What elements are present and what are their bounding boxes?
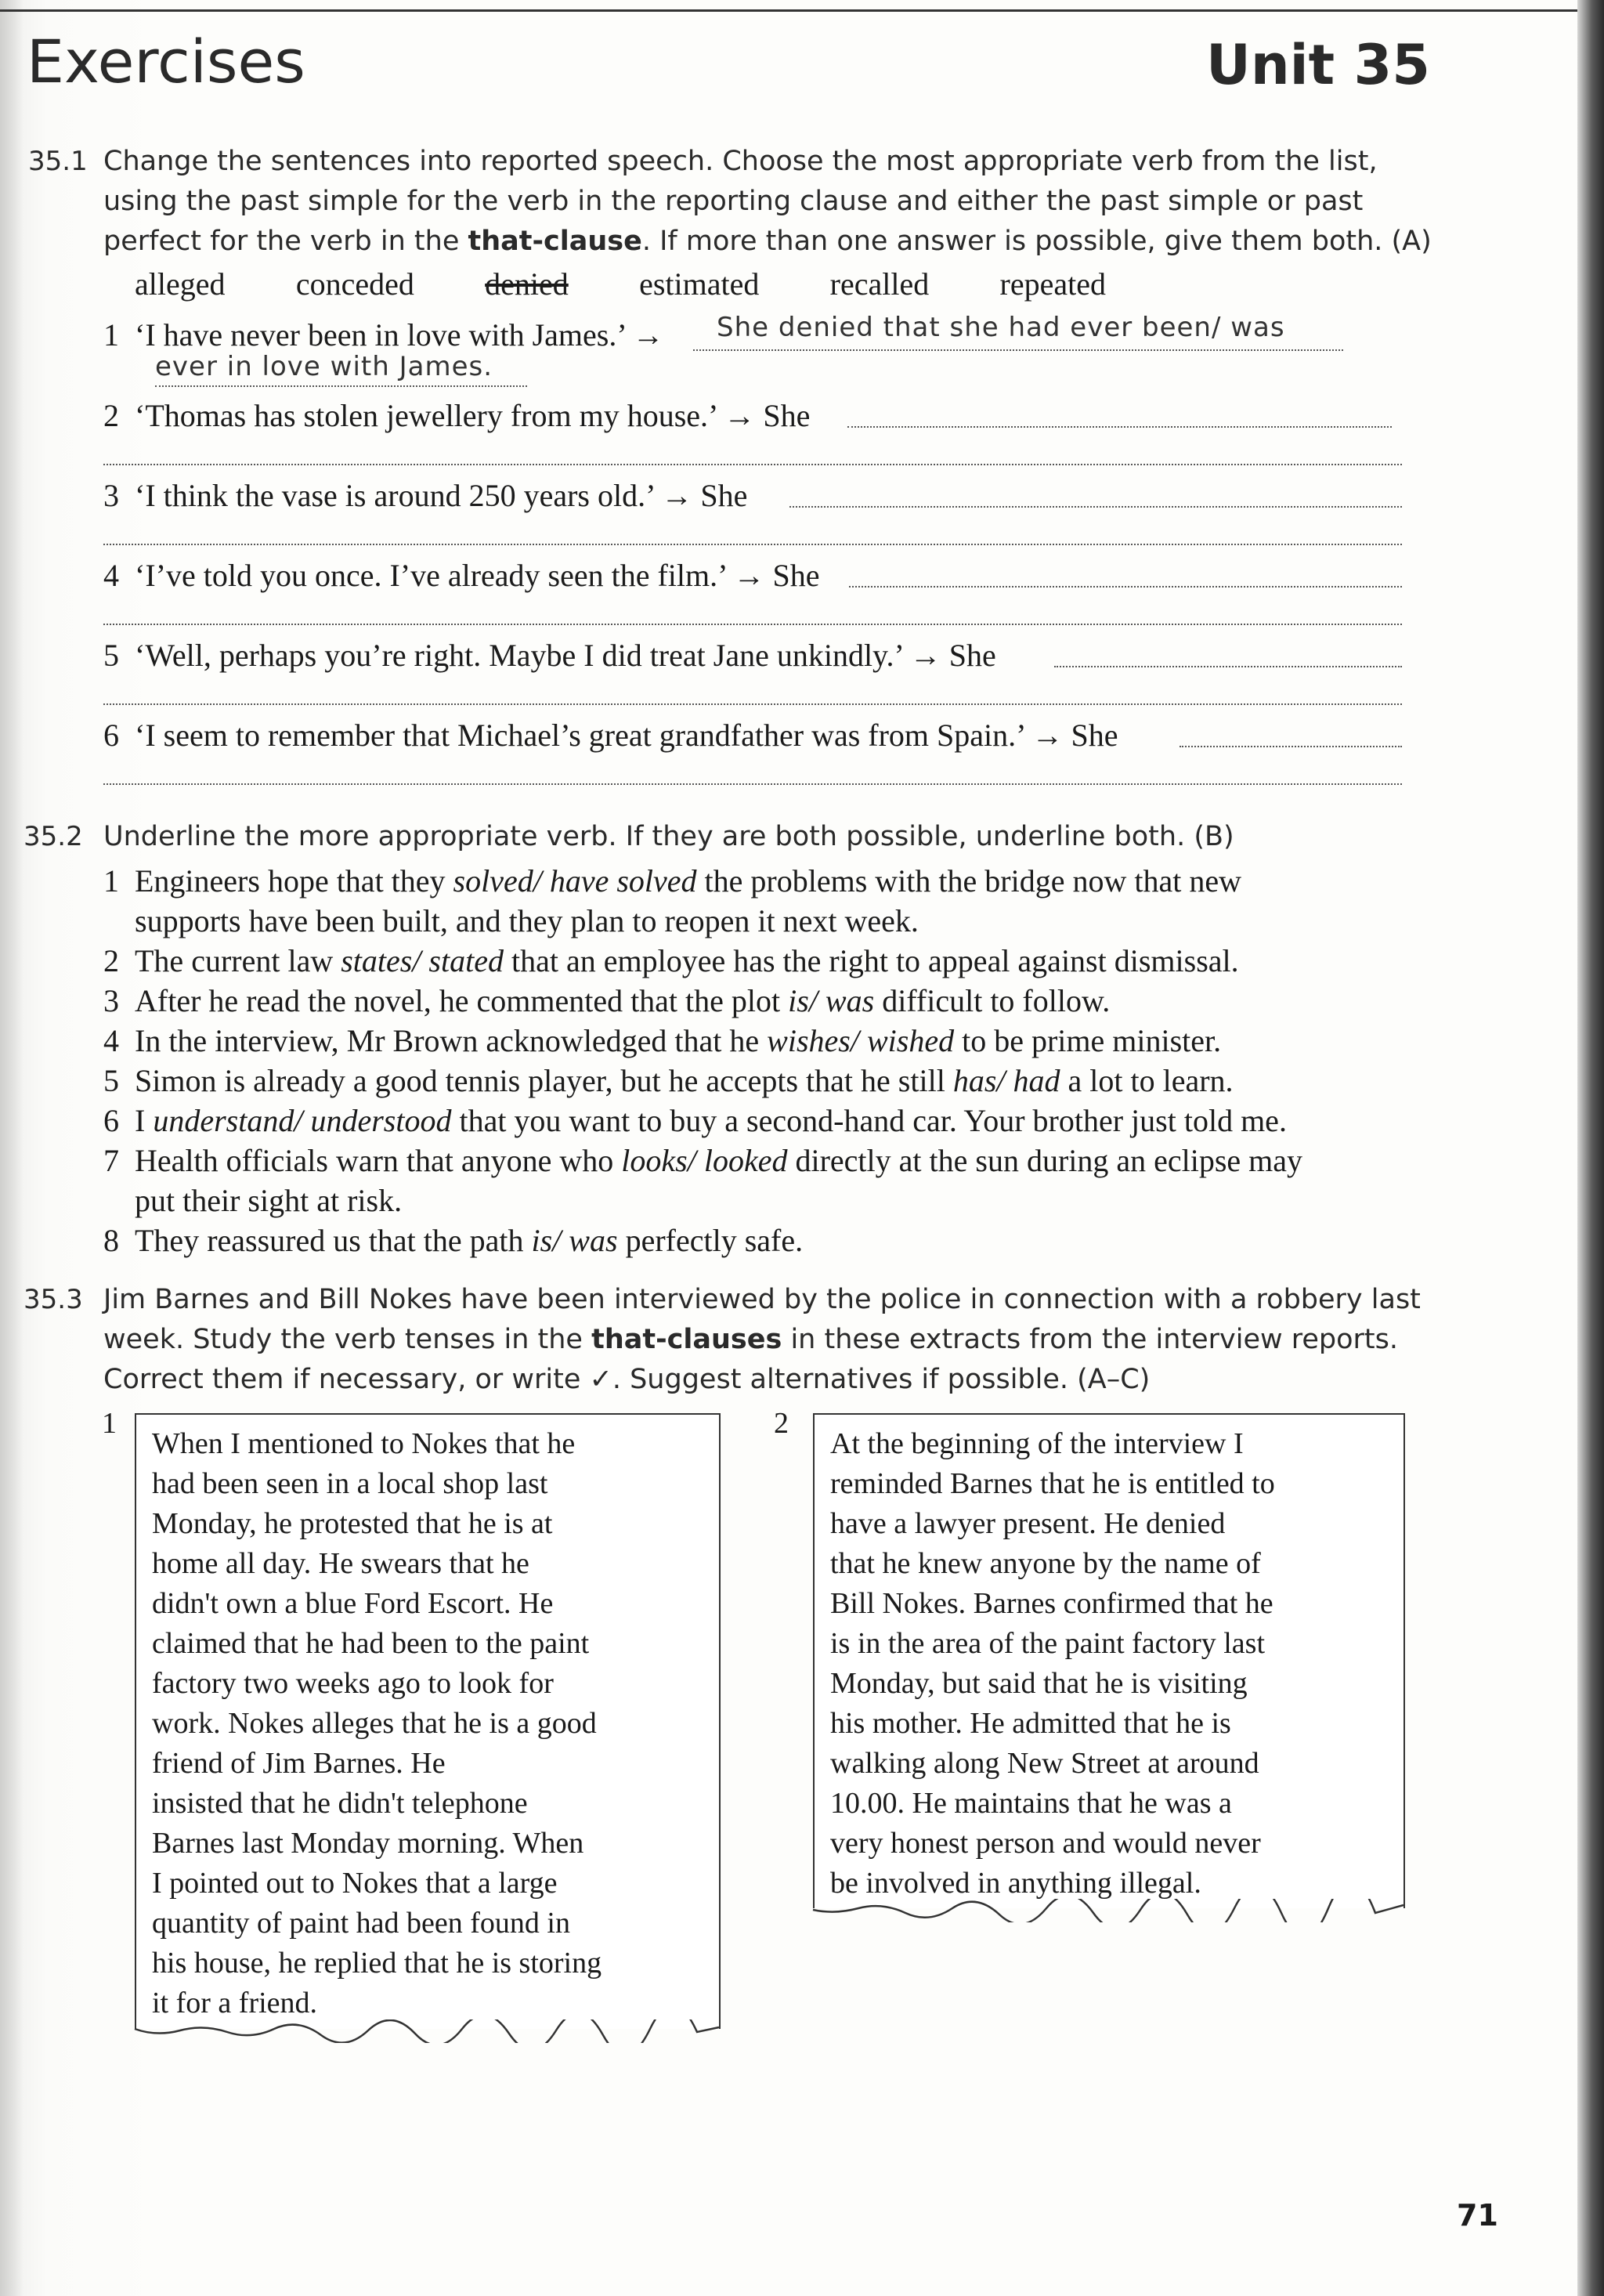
interview-extract-box: [813, 1413, 1405, 1908]
interview-extract-box: [135, 1413, 721, 2029]
instruction-line: Jim Barnes and Bill Nokes have been interviewed by the police in connection with a robbery last: [103, 1284, 1421, 1315]
exercise-number: 35.3: [23, 1284, 83, 1315]
instruction-line: week. Study the verb tenses in the that-clauses in these extracts from the interview reports.: [103, 1324, 1399, 1355]
verb: conceded: [295, 266, 414, 302]
verb-choice[interactable]: understand/ understood: [153, 1103, 452, 1138]
answer-line[interactable]: [103, 462, 1402, 465]
exercise-item: 1 ‘I have never been in love with James.’ →: [103, 317, 664, 353]
torn-edge: [133, 2019, 721, 2043]
handwritten-answer: She denied that she had ever been/ was: [717, 312, 1285, 343]
verb: estimated: [639, 266, 760, 302]
torn-edge: [811, 1899, 1405, 1922]
book-spine: [1577, 0, 1604, 2296]
handwritten-answer: ever in love with James.: [155, 351, 493, 382]
verb-list: [135, 266, 1106, 302]
exercise-number: 35.2: [23, 821, 83, 852]
answer-line[interactable]: [1054, 664, 1402, 667]
verb: repeated: [999, 266, 1106, 302]
box-number: 1: [102, 1407, 117, 1440]
verb-choice[interactable]: is/ was: [788, 983, 875, 1018]
answer-line[interactable]: [789, 504, 1402, 508]
answer-line[interactable]: [155, 384, 527, 387]
answer-line[interactable]: [693, 348, 1343, 351]
instruction-line: Correct them if necessary, or write ✓. Suggest alternatives if possible. (A–C): [103, 1364, 1151, 1395]
instruction-line: Change the sentences into reported speech. Choose the most appropriate verb from the list,: [103, 146, 1378, 177]
instruction-line: perfect for the verb in the that-clause. If more than one answer is possible, give them both. (A): [103, 226, 1432, 257]
instruction-line: using the past simple for the verb in the reporting clause and either the past simple or past: [103, 186, 1364, 217]
exercise-item: 2 ‘Thomas has stolen jewellery from my house.’ → She: [103, 398, 811, 433]
exercise-item: 5 ‘Well, perhaps you’re right. Maybe I did treat Jane unkindly.’ → She: [103, 638, 996, 673]
verb-used: denied: [485, 266, 569, 302]
verb-choice[interactable]: states/ stated: [341, 943, 504, 978]
exercise-number: 35.1: [28, 146, 88, 177]
verb: alleged: [135, 266, 226, 302]
unit-title: Unit 35: [1206, 33, 1430, 97]
page-number: 71: [1457, 2198, 1498, 2233]
verb-choice[interactable]: has/ had: [952, 1063, 1060, 1098]
answer-line[interactable]: [103, 542, 1402, 545]
answer-line[interactable]: [847, 425, 1392, 428]
page-shadow: [0, 0, 23, 2296]
answer-line[interactable]: [103, 622, 1402, 625]
verb-choice[interactable]: is/ was: [531, 1223, 618, 1258]
interview-extract-text: At the beginning of the interview I reminded Barnes that he is entitled to have a lawyer present. He denied that he knew anyone by the name of Bill Nokes. Barnes confirmed that he is in the area of the paint factory last Monday, but said that he is visiting his mother. He admitted that he is walking along New Street at around 10.00. He maintains that he was a very honest person and would never be involved in anything illegal.: [830, 1427, 1275, 1900]
answer-line[interactable]: [1180, 744, 1402, 747]
verb-choice[interactable]: wishes/ wished: [767, 1023, 955, 1058]
interview-extract-text: When I mentioned to Nokes that he had been seen in a local shop last Monday, he protested that he is at home all day. He swears that he didn't own a blue Ford Escort. He claimed that he had been to the paint factory two weeks ago to look for work. Nokes alleges that he is a good friend of Jim Barnes. He insisted that he didn't telephone Barnes last Monday morning. When I pointed out to Nokes that a large quantity of paint had been found in his house, he replied that he is storing it for a friend.: [152, 1427, 602, 2019]
exercise-item: 6 ‘I seem to remember that Michael’s great grandfather was from Spain.’ → She: [103, 718, 1118, 753]
answer-line[interactable]: [103, 782, 1402, 785]
exercise-item: 4 ‘I’ve told you once. I’ve already seen the film.’ → She: [103, 558, 820, 593]
verb: recalled: [829, 266, 930, 302]
exercise-item: 3 ‘I think the vase is around 250 years old.’ → She: [103, 478, 748, 513]
box-number: 2: [774, 1407, 789, 1440]
answer-line[interactable]: [103, 702, 1402, 705]
page-title: Exercises: [27, 27, 305, 96]
top-rule: [0, 9, 1578, 12]
verb-choice[interactable]: looks/ looked: [621, 1143, 788, 1178]
workbook-page: Exercises Unit 35 35.1 Change the sentences into reported speech. Choose the most appropriate verb from the list, using the past simple for the verb in the reporting clause and either the past simple or past perfect for the verb in the that-clause. If more than one answer is possible, give them both. (A) alleged conceded denied estimated recalled repeated 1 ‘I have never been in love with James.’ → She denied that she had ever been/ was ever in love with James. 2 ‘Thomas has stolen jewellery from my house.’ → She 3 ‘I think the vase is around 250 years old.’ → She 4 ‘I’ve told you once. I’ve already seen the film.’ → She 5 ‘Well, perhaps you’re right. Maybe I did treat Jane unkindly.’ → She 6 ‘I seem to remember that Michael’s great grandfather was from Spain.’ → She 35.2 Underline the more appropriate verb. If they are both possible, underline both. (B) 1 Engineers hope that they solved/ have solved the problems with the bridge now that new supports have been built, and they plan to reopen it next week. 2 The current law states/ stated that an employee has the right to appeal against dismissal. 3 After he read the novel, he commented that the plot is/ was difficult to follow. 4 In the interview, Mr Brown acknowledged that he wishes/ wished to be prime minister. 5 Simon is already a good tennis player, but he accepts that he still has/ had a lot to learn. 6 I understand/ understood that you want to buy a second-hand car. Your brother just told me. 7 Health officials warn that anyone who looks/ looked directly at the sun during an eclipse may put their sight at risk. 8 They reassured us that the path is/ was perfectly safe. 35.3 Jim Barnes and Bill Nokes have been interviewed by the police in connection with a robbery last week. Study the verb tenses in the that-clauses in these extracts from the interview reports. Correct them if necessary, or write ✓. Suggest alternatives if possible. (A–C) 1 When I mentioned to Nokes that he had been seen in a local shop last Monday, he protested that he is at home all day. He swears that he didn't own a blue Ford Escort. He claimed that he had been to the paint factory two weeks ago to look for work. Nokes alleges that he is a good friend of Jim Barnes. He insisted that he didn't telephone Barnes last Monday morning. When I pointed out to Nokes that a large quantity of paint had been found in his house, he replied that he is storing it for a friend. 2 At the beginning of the interview I reminded Barnes that he is entitled to have a lawyer present. He denied that he knew anyone by the name of Bill Nokes. Barnes confirmed that he is in the area of the paint factory last Monday, but said that he is visiting his mother. He admitted that he is walking along New Street at around 10.00. He maintains that he was a very honest person and would never be involved in anything illegal. 71: [0, 0, 1604, 2296]
verb-choice[interactable]: solved/ have solved: [453, 863, 697, 899]
instruction-line: Underline the more appropriate verb. If they are both possible, underline both. (B): [103, 821, 1234, 852]
answer-line[interactable]: [849, 584, 1402, 588]
